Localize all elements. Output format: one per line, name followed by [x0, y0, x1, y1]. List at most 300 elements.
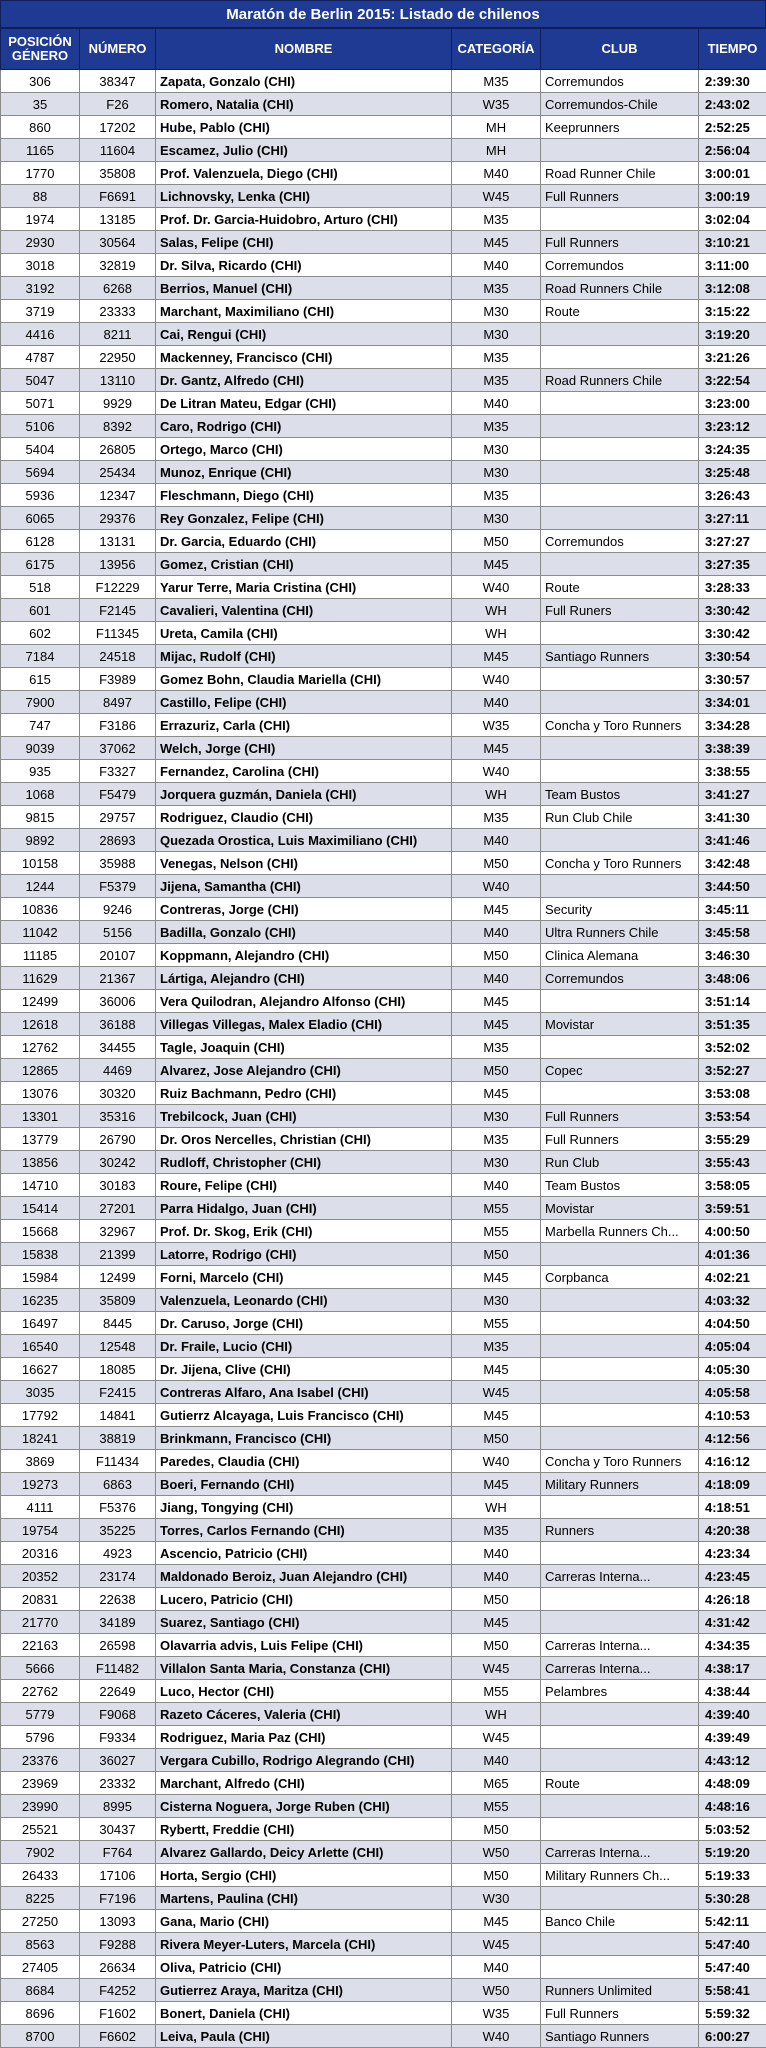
cell-categoria: M50	[452, 1427, 541, 1450]
cell-categoria: M40	[452, 829, 541, 852]
cell-numero: 36188	[80, 1013, 156, 1036]
cell-posicion: 6175	[1, 553, 80, 576]
cell-numero: 26598	[80, 1634, 156, 1657]
cell-tiempo: 4:05:30	[699, 1358, 766, 1381]
cell-tiempo: 3:41:30	[699, 806, 766, 829]
cell-posicion: 3719	[1, 300, 80, 323]
cell-nombre: Maldonado Beroiz, Juan Alejandro (CHI)	[156, 1565, 452, 1588]
cell-nombre: Errazuriz, Carla (CHI)	[156, 714, 452, 737]
cell-nombre: Berrios, Manuel (CHI)	[156, 277, 452, 300]
cell-tiempo: 4:12:56	[699, 1427, 766, 1450]
cell-categoria: M45	[452, 1082, 541, 1105]
cell-posicion: 11042	[1, 921, 80, 944]
cell-club	[541, 1611, 699, 1634]
cell-nombre: Dr. Garcia, Eduardo (CHI)	[156, 530, 452, 553]
cell-tiempo: 5:19:20	[699, 1841, 766, 1864]
cell-nombre: Rodriguez, Maria Paz (CHI)	[156, 1726, 452, 1749]
cell-nombre: Boeri, Fernando (CHI)	[156, 1473, 452, 1496]
cell-tiempo: 3:34:28	[699, 714, 766, 737]
cell-club	[541, 990, 699, 1013]
cell-nombre: Bonert, Daniela (CHI)	[156, 2002, 452, 2025]
table-row	[1, 1312, 766, 1335]
table-row	[1, 185, 766, 208]
cell-posicion: 9815	[1, 806, 80, 829]
cell-tiempo: 4:18:09	[699, 1473, 766, 1496]
cell-numero: 8497	[80, 691, 156, 714]
cell-numero: F5376	[80, 1496, 156, 1519]
cell-categoria: M40	[452, 691, 541, 714]
cell-posicion: 23376	[1, 1749, 80, 1772]
header-nombre: NOMBRE	[156, 29, 452, 70]
cell-nombre: Ascencio, Patricio (CHI)	[156, 1542, 452, 1565]
cell-nombre: Dr. Caruso, Jorge (CHI)	[156, 1312, 452, 1335]
cell-posicion: 23990	[1, 1795, 80, 1818]
cell-posicion: 5047	[1, 369, 80, 392]
cell-club: Full Runners	[541, 231, 699, 254]
cell-nombre: Oliva, Patricio (CHI)	[156, 1956, 452, 1979]
cell-tiempo: 4:23:45	[699, 1565, 766, 1588]
cell-numero: 26805	[80, 438, 156, 461]
table-row	[1, 461, 766, 484]
cell-club: Run Club	[541, 1151, 699, 1174]
cell-nombre: Fernandez, Carolina (CHI)	[156, 760, 452, 783]
cell-posicion: 602	[1, 622, 80, 645]
cell-posicion: 747	[1, 714, 80, 737]
results-table	[0, 28, 766, 2048]
table-row	[1, 1358, 766, 1381]
cell-numero: 13093	[80, 1910, 156, 1933]
cell-numero: F9068	[80, 1703, 156, 1726]
table-row	[1, 1795, 766, 1818]
cell-nombre: Dr. Silva, Ricardo (CHI)	[156, 254, 452, 277]
cell-categoria: M50	[452, 530, 541, 553]
cell-club: Banco Chile	[541, 1910, 699, 1933]
cell-categoria: M40	[452, 1956, 541, 1979]
cell-numero: 26790	[80, 1128, 156, 1151]
cell-numero: 13185	[80, 208, 156, 231]
cell-numero: 38347	[80, 70, 156, 93]
table-row	[1, 1036, 766, 1059]
cell-categoria: M35	[452, 1128, 541, 1151]
cell-tiempo: 4:39:40	[699, 1703, 766, 1726]
cell-categoria: WH	[452, 599, 541, 622]
cell-club: Movistar	[541, 1013, 699, 1036]
cell-club	[541, 1289, 699, 1312]
cell-posicion: 27250	[1, 1910, 80, 1933]
cell-tiempo: 3:53:54	[699, 1105, 766, 1128]
cell-posicion: 4416	[1, 323, 80, 346]
table-row	[1, 1588, 766, 1611]
table-row	[1, 1105, 766, 1128]
cell-posicion: 19273	[1, 1473, 80, 1496]
cell-numero: 35809	[80, 1289, 156, 1312]
cell-tiempo: 4:04:50	[699, 1312, 766, 1335]
cell-posicion: 13076	[1, 1082, 80, 1105]
cell-tiempo: 4:05:58	[699, 1381, 766, 1404]
cell-tiempo: 3:27:35	[699, 553, 766, 576]
cell-nombre: Jorquera guzmán, Daniela (CHI)	[156, 783, 452, 806]
cell-nombre: Quezada Orostica, Luis Maximiliano (CHI)	[156, 829, 452, 852]
cell-club: Route	[541, 1772, 699, 1795]
cell-categoria: M50	[452, 944, 541, 967]
cell-nombre: Jiang, Tongying (CHI)	[156, 1496, 452, 1519]
cell-nombre: Ortego, Marco (CHI)	[156, 438, 452, 461]
cell-categoria: M40	[452, 967, 541, 990]
cell-numero: 25434	[80, 461, 156, 484]
cell-tiempo: 4:02:21	[699, 1266, 766, 1289]
cell-nombre: Rybertt, Freddie (CHI)	[156, 1818, 452, 1841]
cell-posicion: 8684	[1, 1979, 80, 2002]
cell-tiempo: 3:45:11	[699, 898, 766, 921]
cell-posicion: 8696	[1, 2002, 80, 2025]
cell-nombre: Rivera Meyer-Luters, Marcela (CHI)	[156, 1933, 452, 1956]
cell-club	[541, 1404, 699, 1427]
table-row	[1, 93, 766, 116]
cell-categoria: M45	[452, 1013, 541, 1036]
cell-posicion: 16627	[1, 1358, 80, 1381]
cell-club	[541, 1956, 699, 1979]
cell-nombre: Dr. Fraile, Lucio (CHI)	[156, 1335, 452, 1358]
cell-categoria: M55	[452, 1220, 541, 1243]
cell-club: Runners Unlimited	[541, 1979, 699, 2002]
cell-nombre: Munoz, Enrique (CHI)	[156, 461, 452, 484]
cell-posicion: 5936	[1, 484, 80, 507]
cell-nombre: Luco, Hector (CHI)	[156, 1680, 452, 1703]
cell-club	[541, 346, 699, 369]
cell-posicion: 6128	[1, 530, 80, 553]
cell-club	[541, 1082, 699, 1105]
cell-nombre: Ruiz Bachmann, Pedro (CHI)	[156, 1082, 452, 1105]
cell-categoria: W45	[452, 1726, 541, 1749]
table-row	[1, 1335, 766, 1358]
cell-categoria: W45	[452, 1657, 541, 1680]
cell-numero: 8211	[80, 323, 156, 346]
cell-numero: 23333	[80, 300, 156, 323]
cell-posicion: 2930	[1, 231, 80, 254]
cell-nombre: Marchant, Maximiliano (CHI)	[156, 300, 452, 323]
cell-categoria: M45	[452, 1358, 541, 1381]
cell-tiempo: 4:01:36	[699, 1243, 766, 1266]
cell-numero: 4469	[80, 1059, 156, 1082]
table-row	[1, 2002, 766, 2025]
cell-numero: 34189	[80, 1611, 156, 1634]
cell-categoria: WH	[452, 1703, 541, 1726]
cell-club: Corremundos	[541, 70, 699, 93]
cell-categoria: WH	[452, 1496, 541, 1519]
table-row	[1, 1427, 766, 1450]
cell-categoria: M40	[452, 1749, 541, 1772]
cell-tiempo: 3:41:46	[699, 829, 766, 852]
cell-tiempo: 5:58:41	[699, 1979, 766, 2002]
cell-tiempo: 3:30:54	[699, 645, 766, 668]
cell-tiempo: 3:23:00	[699, 392, 766, 415]
cell-numero: 36006	[80, 990, 156, 1013]
cell-tiempo: 3:58:05	[699, 1174, 766, 1197]
table-row	[1, 392, 766, 415]
cell-posicion: 20352	[1, 1565, 80, 1588]
cell-nombre: Mackenney, Francisco (CHI)	[156, 346, 452, 369]
cell-club: Full Runners	[541, 1105, 699, 1128]
cell-categoria: MH	[452, 116, 541, 139]
cell-posicion: 1068	[1, 783, 80, 806]
cell-categoria: M50	[452, 1588, 541, 1611]
cell-tiempo: 4:00:50	[699, 1220, 766, 1243]
cell-tiempo: 3:52:02	[699, 1036, 766, 1059]
cell-numero: 23174	[80, 1565, 156, 1588]
cell-nombre: Caro, Rodrigo (CHI)	[156, 415, 452, 438]
cell-posicion: 14710	[1, 1174, 80, 1197]
cell-categoria: M35	[452, 1036, 541, 1059]
cell-numero: 22638	[80, 1588, 156, 1611]
cell-categoria: M45	[452, 553, 541, 576]
cell-numero: 12548	[80, 1335, 156, 1358]
cell-posicion: 20831	[1, 1588, 80, 1611]
cell-club: Carreras Interna...	[541, 1634, 699, 1657]
cell-numero: 29376	[80, 507, 156, 530]
cell-categoria: M30	[452, 507, 541, 530]
cell-club	[541, 1933, 699, 1956]
cell-club: Team Bustos	[541, 783, 699, 806]
table-row	[1, 116, 766, 139]
cell-numero: 30564	[80, 231, 156, 254]
cell-club: Run Club Chile	[541, 806, 699, 829]
cell-club: Full Runners	[541, 185, 699, 208]
cell-posicion: 5694	[1, 461, 80, 484]
cell-nombre: Horta, Sergio (CHI)	[156, 1864, 452, 1887]
cell-numero: 8392	[80, 415, 156, 438]
cell-tiempo: 4:26:18	[699, 1588, 766, 1611]
table-row	[1, 599, 766, 622]
table-row	[1, 208, 766, 231]
cell-tiempo: 3:26:43	[699, 484, 766, 507]
table-row	[1, 1864, 766, 1887]
cell-numero: 26634	[80, 1956, 156, 1979]
table-row	[1, 1013, 766, 1036]
cell-nombre: Vergara Cubillo, Rodrigo Alegrando (CHI)	[156, 1749, 452, 1772]
cell-tiempo: 4:38:17	[699, 1657, 766, 1680]
cell-club: Route	[541, 300, 699, 323]
cell-tiempo: 5:30:28	[699, 1887, 766, 1910]
cell-numero: F7196	[80, 1887, 156, 1910]
cell-posicion: 5796	[1, 1726, 80, 1749]
cell-categoria: W50	[452, 1979, 541, 2002]
cell-nombre: Prof. Dr. Skog, Erik (CHI)	[156, 1220, 452, 1243]
cell-club: Road Runners Chile	[541, 369, 699, 392]
cell-nombre: Romero, Natalia (CHI)	[156, 93, 452, 116]
cell-numero: 14841	[80, 1404, 156, 1427]
cell-categoria: M30	[452, 1105, 541, 1128]
cell-categoria: M35	[452, 415, 541, 438]
cell-categoria: W45	[452, 1933, 541, 1956]
cell-club	[541, 875, 699, 898]
table-row	[1, 760, 766, 783]
cell-club	[541, 1036, 699, 1059]
cell-tiempo: 3:22:54	[699, 369, 766, 392]
cell-categoria: M40	[452, 1542, 541, 1565]
table-row	[1, 438, 766, 461]
cell-posicion: 15668	[1, 1220, 80, 1243]
table-row	[1, 967, 766, 990]
cell-tiempo: 4:05:04	[699, 1335, 766, 1358]
table-row	[1, 1082, 766, 1105]
cell-club: Carreras Interna...	[541, 1841, 699, 1864]
cell-posicion: 12762	[1, 1036, 80, 1059]
cell-tiempo: 4:43:12	[699, 1749, 766, 1772]
cell-nombre: Parra Hidalgo, Juan (CHI)	[156, 1197, 452, 1220]
cell-posicion: 16497	[1, 1312, 80, 1335]
cell-tiempo: 5:47:40	[699, 1956, 766, 1979]
table-row	[1, 714, 766, 737]
cell-nombre: Lichnovsky, Lenka (CHI)	[156, 185, 452, 208]
cell-numero: F2145	[80, 599, 156, 622]
cell-posicion: 4787	[1, 346, 80, 369]
cell-categoria: M35	[452, 70, 541, 93]
cell-numero: F26	[80, 93, 156, 116]
table-row	[1, 1634, 766, 1657]
cell-nombre: Contreras, Jorge (CHI)	[156, 898, 452, 921]
table-row	[1, 162, 766, 185]
cell-posicion: 12618	[1, 1013, 80, 1036]
cell-tiempo: 5:42:11	[699, 1910, 766, 1933]
cell-nombre: Gana, Mario (CHI)	[156, 1910, 452, 1933]
cell-posicion: 13301	[1, 1105, 80, 1128]
cell-club	[541, 139, 699, 162]
cell-tiempo: 3:59:51	[699, 1197, 766, 1220]
cell-club	[541, 1243, 699, 1266]
cell-nombre: De Litran Mateu, Edgar (CHI)	[156, 392, 452, 415]
cell-tiempo: 4:10:53	[699, 1404, 766, 1427]
table-row	[1, 1979, 766, 2002]
table-row	[1, 990, 766, 1013]
cell-numero: 11604	[80, 139, 156, 162]
cell-categoria: M45	[452, 1404, 541, 1427]
cell-numero: F11434	[80, 1450, 156, 1473]
cell-posicion: 3192	[1, 277, 80, 300]
cell-tiempo: 2:43:02	[699, 93, 766, 116]
table-row	[1, 622, 766, 645]
cell-tiempo: 2:39:30	[699, 70, 766, 93]
cell-numero: 6268	[80, 277, 156, 300]
cell-categoria: M35	[452, 1519, 541, 1542]
cell-club	[541, 737, 699, 760]
cell-categoria: M30	[452, 300, 541, 323]
cell-numero: F3327	[80, 760, 156, 783]
cell-numero: 8995	[80, 1795, 156, 1818]
cell-nombre: Vera Quilodran, Alejandro Alfonso (CHI)	[156, 990, 452, 1013]
cell-posicion: 10158	[1, 852, 80, 875]
cell-club	[541, 1588, 699, 1611]
cell-club	[541, 438, 699, 461]
cell-tiempo: 3:38:55	[699, 760, 766, 783]
cell-nombre: Latorre, Rodrigo (CHI)	[156, 1243, 452, 1266]
cell-categoria: M30	[452, 1151, 541, 1174]
cell-nombre: Trebilcock, Juan (CHI)	[156, 1105, 452, 1128]
cell-posicion: 11185	[1, 944, 80, 967]
cell-posicion: 5666	[1, 1657, 80, 1680]
cell-numero: 18085	[80, 1358, 156, 1381]
cell-posicion: 16235	[1, 1289, 80, 1312]
cell-categoria: M45	[452, 645, 541, 668]
cell-club: Corremundos-Chile	[541, 93, 699, 116]
cell-posicion: 22163	[1, 1634, 80, 1657]
cell-numero: F2415	[80, 1381, 156, 1404]
cell-club	[541, 829, 699, 852]
cell-categoria: WH	[452, 622, 541, 645]
cell-nombre: Paredes, Claudia (CHI)	[156, 1450, 452, 1473]
cell-numero: 35316	[80, 1105, 156, 1128]
cell-nombre: Jijena, Samantha (CHI)	[156, 875, 452, 898]
cell-categoria: W40	[452, 875, 541, 898]
cell-categoria: M40	[452, 254, 541, 277]
table-row	[1, 1726, 766, 1749]
table-row	[1, 300, 766, 323]
cell-tiempo: 3:00:19	[699, 185, 766, 208]
cell-categoria: M40	[452, 921, 541, 944]
table-row	[1, 553, 766, 576]
cell-posicion: 3035	[1, 1381, 80, 1404]
cell-club: Concha y Toro Runners	[541, 714, 699, 737]
cell-posicion: 7902	[1, 1841, 80, 1864]
cell-posicion: 25521	[1, 1818, 80, 1841]
cell-nombre: Martens, Paulina (CHI)	[156, 1887, 452, 1910]
cell-posicion: 88	[1, 185, 80, 208]
cell-categoria: W40	[452, 2025, 541, 2048]
cell-numero: F5379	[80, 875, 156, 898]
cell-numero: 6863	[80, 1473, 156, 1496]
table-row	[1, 1128, 766, 1151]
cell-categoria: M35	[452, 369, 541, 392]
cell-posicion: 7900	[1, 691, 80, 714]
cell-club: Road Runner Chile	[541, 162, 699, 185]
cell-posicion: 860	[1, 116, 80, 139]
cell-club	[541, 415, 699, 438]
cell-nombre: Contreras Alfaro, Ana Isabel (CHI)	[156, 1381, 452, 1404]
cell-club: Copec	[541, 1059, 699, 1082]
table-row	[1, 1473, 766, 1496]
cell-numero: 17106	[80, 1864, 156, 1887]
cell-categoria: M45	[452, 1266, 541, 1289]
header-numero: NÚMERO	[80, 29, 156, 70]
table-row	[1, 852, 766, 875]
cell-tiempo: 4:03:32	[699, 1289, 766, 1312]
cell-tiempo: 3:30:42	[699, 599, 766, 622]
table-row	[1, 1703, 766, 1726]
cell-nombre: Gomez, Cristian (CHI)	[156, 553, 452, 576]
cell-club: Full Runers	[541, 599, 699, 622]
cell-numero: 30320	[80, 1082, 156, 1105]
table-row	[1, 1404, 766, 1427]
cell-club: Military Runners	[541, 1473, 699, 1496]
cell-club	[541, 760, 699, 783]
cell-categoria: M50	[452, 1243, 541, 1266]
cell-categoria: W35	[452, 93, 541, 116]
cell-tiempo: 3:30:42	[699, 622, 766, 645]
cell-nombre: Leiva, Paula (CHI)	[156, 2025, 452, 2048]
cell-posicion: 6065	[1, 507, 80, 530]
cell-numero: 22649	[80, 1680, 156, 1703]
cell-tiempo: 4:48:09	[699, 1772, 766, 1795]
cell-tiempo: 4:38:44	[699, 1680, 766, 1703]
cell-tiempo: 5:59:32	[699, 2002, 766, 2025]
cell-tiempo: 3:27:27	[699, 530, 766, 553]
cell-tiempo: 4:39:49	[699, 1726, 766, 1749]
cell-tiempo: 3:51:35	[699, 1013, 766, 1036]
header-posicion-line1: POSICIÓN	[8, 34, 72, 49]
cell-nombre: Dr. Gantz, Alfredo (CHI)	[156, 369, 452, 392]
cell-posicion: 8700	[1, 2025, 80, 2048]
cell-nombre: Dr. Oros Nercelles, Christian (CHI)	[156, 1128, 452, 1151]
cell-numero: 35225	[80, 1519, 156, 1542]
